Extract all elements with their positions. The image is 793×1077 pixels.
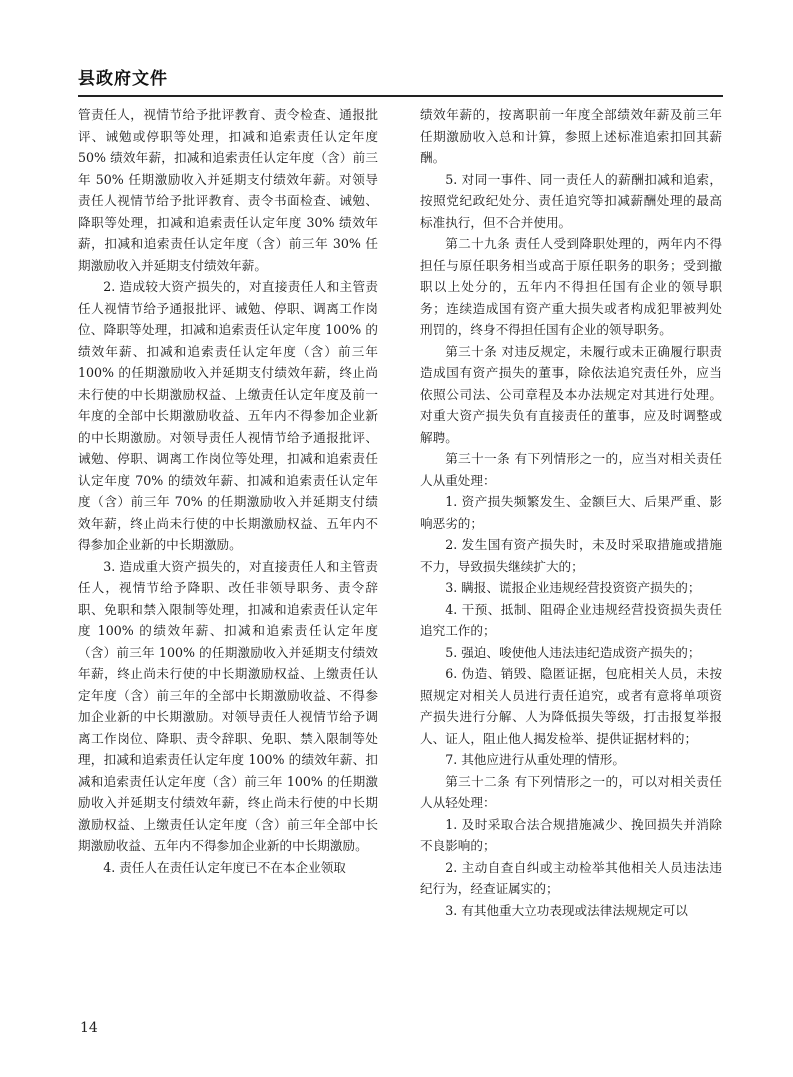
paragraph: 3. 造成重大资产损失的，对直接责任人和主管责任人，视情节给予降职、改任非领导职务、责令辞职、免职和禁入限制等处理，扣减和追索责任认定年度 100% 的绩效年薪、扣减和追索责任认定年度（含）前三年 100% 的任期激励收入并延期支付绩效年薪，终止尚未行使的中长期激励权益、上缴责任认定年度（含）前三年的全部中长期激励收益、不得参加企业新的中长期激励。对领导责任人视情节给予调离工作岗位、降职、责令辞职、免职、禁入限制等处理，扣减和追索责任认定年度 100% 的绩效年薪、扣减和追索责任认定年度（含）前三年 100% 的任期激励收入并延期支付绩效年薪，终止尚未行使的中长期激励权益、上缴责任认定年度（含）前三年全部中长期激励收益、五年内不得参加企业新的中长期激励。 (78, 558, 378, 853)
paragraph: 1. 资产损失频繁发生、金额巨大、后果严重、影响恶劣的； (420, 494, 722, 531)
document-header-title: 县政府文件 (78, 69, 168, 89)
page-number: 14 (80, 1020, 98, 1036)
left-text-column (78, 104, 378, 878)
paragraph: 7. 其他应进行从重处理的情形。 (445, 752, 625, 767)
paragraph: 3. 瞒报、谎报企业违规经营投资资产损失的； (445, 580, 701, 595)
paragraph: 2. 发生国有资产损失时，未及时采取措施或措施不力，导致损失继续扩大的； (420, 537, 722, 574)
paragraph: 5. 对同一事件、同一责任人的薪酬扣减和追索，按照党纪政纪处分、责任追究等扣减薪酬处理的最高标准执行，但不合并使用。 (420, 171, 722, 230)
paragraph: 第二十九条 责任人受到降职处理的，两年内不得担任与原任职务相当或高于原任职务的职务；受到撤职以上处分的，五年内不得担任国有企业的领导职务；连续造成国有资产重大损失或者构成犯罪被判处刑罚的，终身不得担任国有企业的领导职务。 (420, 236, 722, 337)
paragraph: 3. 有其他重大立功表现或法律法规规定可以 (445, 902, 688, 918)
paragraph: 2. 造成较大资产损失的，对直接责任人和主管责任人视情节给予通报批评、诫勉、停职、调离工作岗位、降职等处理，扣减和追索责任认定年度 100% 的绩效年薪、扣减和追索责任认定年度（含）前三年 100% 的任期激励收入并延期支付绩效年薪，终止尚未行使的中长期激励权益、上缴责任认定年度及前一年度的全部中长期激励收益、五年内不得参加企业新的中长期激励。对领导责任人视情节给予通报批评、诫勉、停职、调离工作岗位等处理，扣减和追索责任认定年度 70% 的绩效年薪、扣减和追索责任认定年度（含）前三年 70% 的任期激励收入并延期支付绩效年薪，终止尚未行使的中长期激励权益、五年内不得参加企业新的中长期激励。 (78, 279, 378, 552)
header-divider (78, 95, 723, 97)
paragraph: 6. 伪造、销毁、隐匿证据，包庇相关人员，未按照规定对相关人员进行责任追究，或者有意将单项资产损失进行分解、人为降低损失等级，打击报复举报人、证人，阻止他人揭发检举、提供证据材料的； (420, 666, 722, 746)
paragraph: 5. 强迫、唆使他人违法违纪造成资产损失的； (445, 644, 701, 660)
paragraph: 管责任人，视情节给予批评教育、责令检查、通报批评、诫勉或停职等处理，扣减和追索责任认定年度 50% 绩效年薪，扣减和追索责任认定年度（含）前三年 50% 任期激励收入并延期支付绩效年薪。对领导责任人视情节给予批评教育、责令书面检查、诫勉、降职等处理，扣减和追索责任认定年度 30% 绩效年薪，扣减和追索责任认定年度（含）前三年 30% 任期激励收入并延期支付绩效年薪。 (78, 107, 378, 273)
paragraph: 第三十条 对违反规定，未履行或未正确履行职责造成国有资产损失的董事，除依法追究责任外，应当依照公司法、公司章程及本办法规定对其进行处理。对重大资产损失负有直接责任的董事，应及时调整或解聘。 (420, 343, 722, 445)
paragraph: 4. 干预、抵制、阻碍企业违规经营投资损失责任追究工作的； (420, 601, 722, 638)
paragraph: 第三十一条 有下列情形之一的，应当对相关责任人从重处理： (420, 451, 722, 488)
paragraph: 2. 主动自查自纠或主动检举其他相关人员违法违纪行为，经查证属实的； (420, 859, 722, 896)
right-text-column (420, 104, 722, 921)
paragraph: 4. 责任人在责任认定年度已不在本企业领取 (103, 859, 346, 875)
paragraph: 绩效年薪的，按离职前一年度全部绩效年薪及前三年任期激励收入总和计算，参照上述标准追索扣回其薪酬。 (420, 107, 722, 165)
paragraph: 1. 及时采取合法合规措施减少、挽回损失并消除不良影响的； (420, 816, 722, 853)
paragraph: 第三十二条 有下列情形之一的，可以对相关责任人从轻处理： (420, 773, 722, 810)
